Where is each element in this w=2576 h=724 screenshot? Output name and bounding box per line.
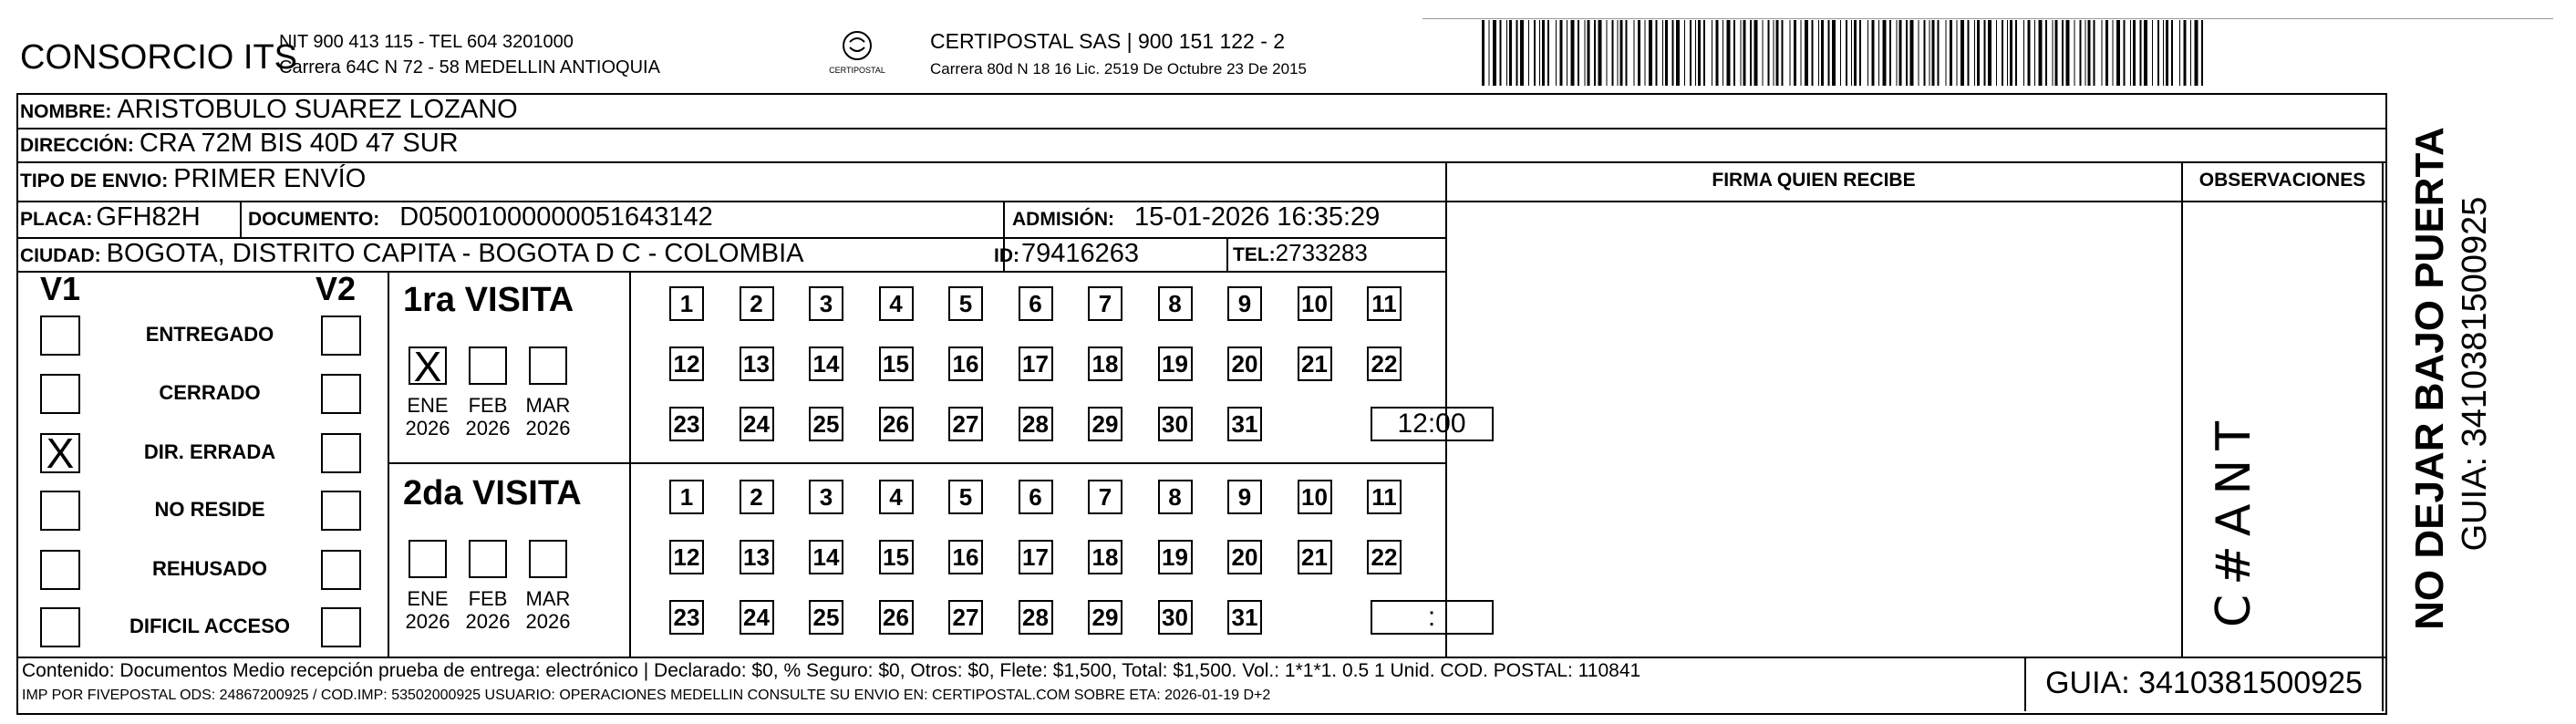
day-box[interactable]: 12 <box>669 346 704 381</box>
barcode-bar <box>1578 20 1579 86</box>
day-box[interactable]: 29 <box>1088 600 1122 635</box>
barcode-bar <box>1897 20 1898 86</box>
barcode-bar <box>1645 20 1646 86</box>
day-box[interactable]: 2 <box>740 480 774 514</box>
barcode-bar <box>2080 20 2082 86</box>
nombre-value: ARISTOBULO SUAREZ LOZANO <box>117 95 518 124</box>
barcode-bar <box>1996 20 1997 86</box>
day-box[interactable]: 9 <box>1227 286 1262 321</box>
month-checkbox[interactable] <box>409 540 447 578</box>
firma-header: FIRMA QUIEN RECIBE <box>1712 170 1916 191</box>
day-box[interactable]: 27 <box>948 407 983 441</box>
day-box[interactable]: 25 <box>809 407 843 441</box>
month-year: 2026 <box>405 610 450 633</box>
barcode-bar <box>1805 20 1808 86</box>
v1-checkbox[interactable] <box>40 429 80 477</box>
nombre-label: NOMBRE: <box>20 101 112 122</box>
tipo-value: PRIMER ENVÍO <box>173 164 367 193</box>
day-box[interactable]: 21 <box>1298 540 1332 574</box>
barcode-bar <box>2195 20 2198 86</box>
barcode-bar <box>1585 20 1586 86</box>
day-box[interactable]: 17 <box>1019 346 1053 381</box>
barcode-bar <box>2140 20 2142 86</box>
day-box[interactable]: 20 <box>1227 540 1262 574</box>
barcode-bar <box>1960 20 1964 86</box>
barcode-bar <box>2015 20 2017 86</box>
month-year: 2026 <box>465 610 511 633</box>
barcode <box>1482 20 2207 86</box>
id-label: ID: <box>994 245 1019 266</box>
carrier-name: CERTIPOSTAL SAS | 900 151 122 - 2 <box>930 29 1286 53</box>
rule-2 <box>16 161 2385 163</box>
v2-checkbox[interactable] <box>321 374 361 414</box>
month-label: MAR <box>525 394 571 417</box>
barcode-bar <box>1620 20 1623 86</box>
barcode-bar <box>1790 20 1791 86</box>
day-box[interactable]: 6 <box>1019 480 1053 514</box>
row-nombre <box>20 95 518 125</box>
ciudad-value: BOGOTA, DISTRITO CAPITA - BOGOTA D C - COLOMBIA <box>106 239 804 268</box>
day-box[interactable]: 18 <box>1088 540 1122 574</box>
barcode-bar <box>2116 20 2120 86</box>
barcode-bar <box>1493 20 1496 86</box>
barcode-bar <box>1750 20 1752 86</box>
barcode-bar <box>1763 20 1764 86</box>
barcode-bar <box>2045 20 2047 86</box>
day-box[interactable]: 4 <box>879 480 914 514</box>
rule-col-header <box>1446 201 2385 202</box>
day-box[interactable]: 17 <box>1019 540 1053 574</box>
barcode-bar <box>2088 20 2091 86</box>
barcode-bar <box>1684 20 1685 86</box>
barcode-bar <box>1832 20 1836 86</box>
barcode-bar <box>1938 20 1940 86</box>
month-year: 2026 <box>405 417 450 440</box>
barcode-bar <box>2144 20 2147 86</box>
day-box[interactable]: 19 <box>1158 540 1193 574</box>
barcode-bar <box>1612 20 1614 86</box>
day-box[interactable]: 7 <box>1088 480 1122 514</box>
carrier-address: Carrera 80d N 18 16 Lic. 2519 De Octubre 23 De 2015 <box>930 60 1307 78</box>
barcode-bar <box>1638 20 1640 86</box>
day-box[interactable]: 3 <box>809 480 843 514</box>
row-tel <box>1233 239 1368 267</box>
day-box[interactable]: 22 <box>1367 346 1402 381</box>
month-label: FEB <box>468 587 508 610</box>
status-option-label: ENTREGADO <box>145 323 274 346</box>
barcode-bar <box>1872 20 1875 86</box>
barcode-bar <box>1851 20 1852 86</box>
day-box[interactable]: 21 <box>1298 346 1332 381</box>
barcode-bar <box>1782 20 1784 86</box>
barcode-bar <box>1665 20 1668 86</box>
barcode-bar <box>1571 20 1575 86</box>
barcode-bar <box>1818 20 1819 86</box>
barcode-bar <box>1968 20 1970 86</box>
status-option-label: CERRADO <box>159 381 261 404</box>
month-checkbox[interactable] <box>409 343 447 390</box>
day-box[interactable]: 1 <box>669 286 704 321</box>
barcode-bar <box>1727 20 1731 86</box>
barcode-bar <box>1878 20 1879 86</box>
month-checkbox[interactable] <box>469 540 507 578</box>
visit-title: 2da VISITA <box>403 474 582 512</box>
barcode-bar <box>1690 20 1691 86</box>
barcode-bar <box>2201 20 2203 86</box>
barcode-bar <box>1528 20 1529 86</box>
month-label: MAR <box>525 587 571 610</box>
barcode-bar <box>2007 20 2008 86</box>
month-label: ENE <box>407 394 449 417</box>
row-tipo <box>20 164 366 194</box>
barcode-bar <box>1703 20 1705 86</box>
barcode-bar <box>2039 20 2043 86</box>
day-box[interactable]: 31 <box>1227 407 1262 441</box>
day-box[interactable]: 14 <box>809 346 843 381</box>
side-guia: GUIA: 3410381500925 <box>2456 196 2494 552</box>
day-box[interactable]: 23 <box>669 600 704 635</box>
day-box[interactable]: 15 <box>879 346 914 381</box>
time-box[interactable]: 12:00 <box>1371 407 1494 441</box>
barcode-bar <box>2023 20 2024 86</box>
v2-label: V2 <box>316 270 357 307</box>
barcode-bar <box>1520 20 1524 86</box>
barcode-bar <box>2166 20 2168 86</box>
barcode-bar <box>1743 20 1746 86</box>
day-box[interactable]: 20 <box>1227 346 1262 381</box>
day-box[interactable]: 27 <box>948 600 983 635</box>
rule-visit <box>388 462 1446 464</box>
barcode-bar <box>1946 20 1947 86</box>
svg-text:CERTIPOSTAL: CERTIPOSTAL <box>829 66 885 75</box>
ciudad-label: CIUDAD: <box>20 245 101 266</box>
day-box[interactable]: 7 <box>1088 286 1122 321</box>
barcode-bar <box>2085 20 2086 86</box>
barcode-bar <box>1929 20 1930 86</box>
observaciones-header: OBSERVACIONES <box>2198 170 2366 191</box>
day-box[interactable]: 15 <box>879 540 914 574</box>
barcode-bar <box>1672 20 1674 86</box>
day-box[interactable]: 1 <box>669 480 704 514</box>
month-checkbox[interactable] <box>529 346 567 385</box>
row-admision <box>1012 202 1380 233</box>
barcode-bar <box>1846 20 1847 86</box>
barcode-bar <box>1716 20 1719 86</box>
barcode-bar <box>1988 20 1991 86</box>
barcode-bar <box>1899 20 1902 86</box>
v1-checkbox[interactable] <box>40 491 80 531</box>
day-box[interactable]: 18 <box>1088 346 1122 381</box>
id-value: 79416263 <box>1021 239 1140 268</box>
barcode-bar <box>2034 20 2035 86</box>
barcode-bar <box>2094 20 2095 86</box>
row-id <box>994 239 1139 269</box>
day-box[interactable]: 8 <box>1158 286 1193 321</box>
barcode-bar <box>1840 20 1841 86</box>
day-box[interactable]: 24 <box>740 407 774 441</box>
tel-value: 2733283 <box>1275 239 1368 266</box>
day-box[interactable]: 16 <box>948 346 983 381</box>
barcode-bar <box>1812 20 1814 86</box>
cell-rule-placa <box>240 202 242 237</box>
day-box[interactable]: 13 <box>740 540 774 574</box>
barcode-bar <box>1534 20 1536 86</box>
barcode-bar <box>1910 20 1914 86</box>
day-box[interactable]: 6 <box>1019 286 1053 321</box>
day-box[interactable]: 31 <box>1227 600 1262 635</box>
barcode-bar <box>1984 20 1986 86</box>
day-box[interactable]: 24 <box>740 600 774 635</box>
v1-checkbox[interactable] <box>40 550 80 590</box>
barcode-bar <box>2010 20 2012 86</box>
day-box[interactable]: 30 <box>1158 600 1193 635</box>
observation-handwriting <box>2184 392 2293 647</box>
barcode-bar <box>1542 20 1545 86</box>
col-rule-status <box>388 272 389 657</box>
barcode-bar <box>1698 20 1701 86</box>
day-box[interactable]: 2 <box>740 286 774 321</box>
barcode-bar <box>1506 20 1507 86</box>
checkmark-x: X <box>46 429 75 477</box>
admision-label: ADMISIÓN: <box>1012 209 1114 230</box>
barcode-bar <box>2002 20 2003 86</box>
barcode-bar <box>2074 20 2075 86</box>
day-box[interactable]: 28 <box>1019 407 1053 441</box>
barcode-bar <box>1618 20 1619 86</box>
barcode-bar <box>1859 20 1861 86</box>
barcode-bar <box>1662 20 1663 86</box>
footer-imp: IMP POR FIVEPOSTAL ODS: 24867200925 / COD.IMP: 53502000925 USUARIO: OPERACIONES MEDELLIN CONSULTE SU ENVIO EN: CERTIPOSTAL.COM SOBRE ETA: 2026-01-19 D+2 <box>22 688 1271 703</box>
certipostal-logo <box>816 27 898 82</box>
barcode-bar <box>1957 20 1958 86</box>
barcode-bar <box>2055 20 2058 86</box>
barcode-bar <box>1801 20 1802 86</box>
status-option-label: DIR. ERRADA <box>143 440 276 463</box>
month-label: FEB <box>468 394 508 417</box>
barcode-bar <box>1547 20 1549 86</box>
checkmark-x: X <box>413 343 442 390</box>
row-direccion <box>20 129 459 159</box>
barcode-bar <box>1539 20 1540 86</box>
day-box[interactable]: 12 <box>669 540 704 574</box>
visit-title: 1ra VISITA <box>403 281 574 319</box>
barcode-bar <box>1906 20 1908 86</box>
barcode-bar <box>1733 20 1735 86</box>
v2-checkbox[interactable] <box>321 433 361 473</box>
v2-checkbox[interactable] <box>321 491 361 531</box>
day-box[interactable]: 10 <box>1298 286 1332 321</box>
v1-checkbox[interactable] <box>40 315 80 356</box>
barcode-bar <box>2163 20 2164 86</box>
day-box[interactable]: 26 <box>879 407 914 441</box>
time-box[interactable]: : <box>1371 600 1494 635</box>
barcode-bar <box>1482 20 1485 86</box>
tipo-label: TIPO DE ENVIO: <box>20 171 169 191</box>
barcode-bar <box>1489 20 1490 86</box>
status-option-label: REHUSADO <box>152 557 267 580</box>
barcode-bar <box>1950 20 1952 86</box>
footer-guia: GUIA: 3410381500925 <box>2045 666 2363 700</box>
barcode-bar <box>1867 20 1868 86</box>
barcode-bar <box>2184 20 2187 86</box>
barcode-bar <box>2102 20 2103 86</box>
direccion-label: DIRECCIÓN: <box>20 135 134 156</box>
col-rule-side <box>2382 162 2384 711</box>
day-box[interactable]: 10 <box>1298 480 1332 514</box>
barcode-bar <box>1509 20 1512 86</box>
barcode-bar <box>1656 20 1658 86</box>
barcode-bar <box>2113 20 2114 86</box>
side-notice: NO DEJAR BAJO PUERTA <box>2407 127 2452 630</box>
barcode-bar <box>2053 20 2054 86</box>
day-box[interactable]: 5 <box>948 286 983 321</box>
day-box[interactable]: 11 <box>1367 480 1402 514</box>
barcode-bar <box>1676 20 1680 86</box>
barcode-bar <box>1974 20 1975 86</box>
v1-label: V1 <box>40 270 81 307</box>
v1-checkbox[interactable] <box>40 607 80 647</box>
col-rule-visit <box>629 272 631 657</box>
documento-label: DOCUMENTO: <box>248 209 380 230</box>
day-box[interactable]: 13 <box>740 346 774 381</box>
barcode-bar <box>1695 20 1696 86</box>
barcode-bar <box>1883 20 1887 86</box>
month-year: 2026 <box>525 417 571 440</box>
barcode-bar <box>1626 20 1628 86</box>
day-box[interactable]: 26 <box>879 600 914 635</box>
company-name: CONSORCIO ITS <box>20 38 298 77</box>
barcode-bar <box>1598 20 1602 86</box>
barcode-bar <box>2190 20 2191 86</box>
row-documento <box>248 202 713 233</box>
rule-5 <box>16 271 1446 273</box>
admision-value: 15-01-2026 16:35:29 <box>1134 202 1381 232</box>
barcode-bar <box>1828 20 1830 86</box>
month-checkbox[interactable] <box>529 540 567 578</box>
barcode-bar <box>1556 20 1557 86</box>
barcode-bar <box>1854 20 1857 86</box>
barcode-bar <box>1607 20 1608 86</box>
day-box[interactable]: 25 <box>809 600 843 635</box>
barcode-bar <box>1776 20 1779 86</box>
day-box[interactable]: 29 <box>1088 407 1122 441</box>
day-box[interactable]: 4 <box>879 286 914 321</box>
barcode-bar <box>1516 20 1518 86</box>
v2-checkbox[interactable] <box>321 607 361 647</box>
observation-text: C#ANT <box>2207 411 2261 628</box>
barcode-bar <box>1932 20 1935 86</box>
barcode-bar <box>2130 20 2131 86</box>
v1-checkbox[interactable] <box>40 374 80 414</box>
v2-checkbox[interactable] <box>321 550 361 590</box>
barcode-bar <box>2124 20 2126 86</box>
barcode-bar <box>2133 20 2136 86</box>
day-box[interactable]: 30 <box>1158 407 1193 441</box>
day-box[interactable]: 19 <box>1158 346 1193 381</box>
barcode-bar <box>2062 20 2064 86</box>
day-box[interactable]: 28 <box>1019 600 1053 635</box>
barcode-bar <box>1794 20 1796 86</box>
direccion-value: CRA 72M BIS 40D 47 SUR <box>139 129 459 158</box>
documento-value: D05001000000051643142 <box>399 202 713 232</box>
status-option-label: DIFICIL ACCESO <box>129 615 290 637</box>
row-ciudad <box>20 239 804 269</box>
barcode-bar <box>1924 20 1926 86</box>
day-box[interactable]: 16 <box>948 540 983 574</box>
barcode-bar <box>1754 20 1758 86</box>
barcode-bar <box>2171 20 2173 86</box>
day-box[interactable]: 9 <box>1227 480 1262 514</box>
status-option-label: NO RESIDE <box>154 498 265 521</box>
month-year: 2026 <box>525 610 571 633</box>
tel-label: TEL: <box>1233 244 1276 265</box>
cell-rule-tel <box>1226 238 1228 271</box>
day-box[interactable]: 14 <box>809 540 843 574</box>
barcode-bar <box>1821 20 1824 86</box>
month-year: 2026 <box>465 417 511 440</box>
col-rule-obs <box>2181 162 2183 657</box>
v2-checkbox[interactable] <box>321 315 361 356</box>
top-rule <box>1422 18 2553 19</box>
barcode-bar <box>1649 20 1652 86</box>
barcode-bar <box>1500 20 1502 86</box>
barcode-bar <box>1634 20 1635 86</box>
day-box[interactable]: 3 <box>809 286 843 321</box>
barcode-bar <box>1741 20 1742 86</box>
month-checkbox[interactable] <box>469 346 507 385</box>
barcode-bar <box>2066 20 2070 86</box>
barcode-bar <box>1977 20 1980 86</box>
rule-footer <box>16 657 2385 658</box>
day-box[interactable]: 5 <box>948 480 983 514</box>
placa-label: PLACA: <box>20 209 93 230</box>
footer-contenido: Contenido: Documentos Medio recepción prueba de entrega: electrónico | Declarado: $0, % Seguro: $0, Otros: $0, Flete: $1,500, Total: $1,500. Vol.: 1*1*1. 0.5 1 Unid. COD. POSTAL: 110841 <box>22 660 1641 681</box>
day-box[interactable]: 8 <box>1158 480 1193 514</box>
day-box[interactable]: 11 <box>1367 286 1402 321</box>
barcode-bar <box>1594 20 1596 86</box>
month-label: ENE <box>407 587 449 610</box>
barcode-bar <box>2157 20 2159 86</box>
day-box[interactable]: 23 <box>669 407 704 441</box>
barcode-bar <box>2179 20 2180 86</box>
barcode-bar <box>1560 20 1563 86</box>
barcode-bar <box>1588 20 1590 86</box>
company-nit: NIT 900 413 115 - TEL 604 3201000 <box>279 32 574 52</box>
day-box[interactable]: 22 <box>1367 540 1402 574</box>
barcode-bar <box>1768 20 1770 86</box>
barcode-bar <box>2105 20 2108 86</box>
row-placa <box>20 202 201 233</box>
company-address: Carrera 64C N 72 - 58 MEDELLIN ANTIOQUIA <box>279 57 660 78</box>
barcode-bar <box>2028 20 2031 86</box>
placa-value: GFH82H <box>96 202 201 232</box>
barcode-bar <box>2152 20 2153 86</box>
barcode-bar <box>1889 20 1891 86</box>
